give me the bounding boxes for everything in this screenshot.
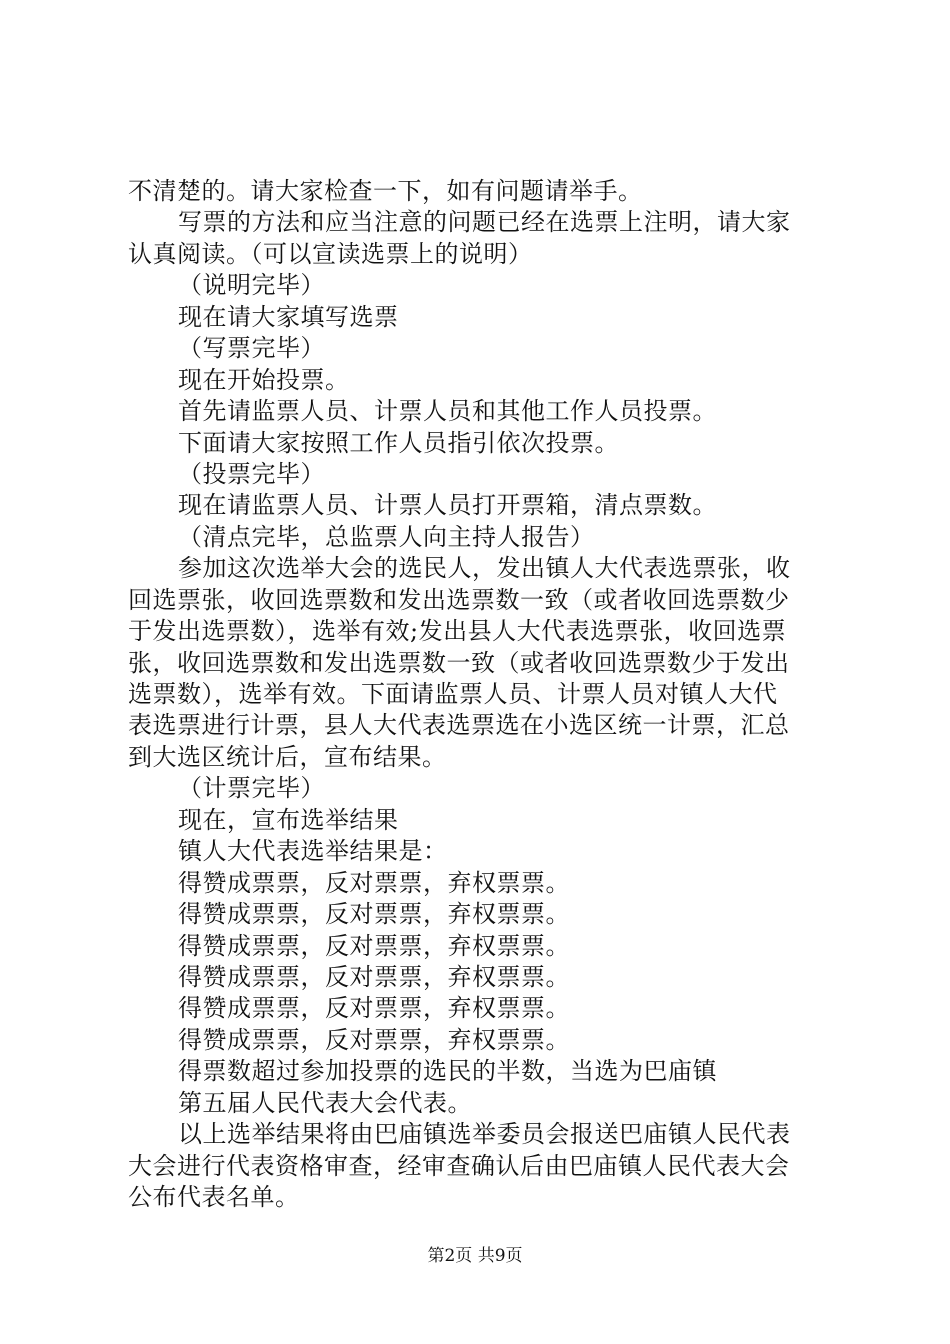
page-footer: 第2页 共9页 [427,1246,523,1266]
text-line: 回选票张，收回选票数和发出选票数一致（或者收回选票数少 [128,585,790,614]
text-line: 选票数），选举有效。下面请监票人员、计票人员对镇人大代 [128,680,778,708]
text-line: 第五届人民代表大会代表。 [178,1088,472,1117]
text-line: 现在，宣布选举结果 [178,805,399,834]
text-line: （计票完毕） [178,774,325,803]
text-line: 到大选区统计后，宣布结果。 [128,742,447,771]
text-line: 下面请大家按照工作人员指引依次投票。 [178,428,619,457]
text-line: 镇人大代表选举结果是： [178,837,448,866]
text-line: 表选票进行计票，县人大代表选票选在小选区统一计票，汇总 [128,711,790,740]
text-line: （投票完毕） [178,459,325,488]
text-line: 得赞成票票，反对票票，弃权票票。 [178,900,570,929]
text-line: 首先请监票人员、计票人员和其他工作人员投票。 [178,397,717,426]
text-line: 公布代表名单。 [128,1183,300,1211]
text-line: 现在请大家填写选票 [178,302,399,331]
text-line: 不清楚的。请大家检查一下，如有问题请举手。 [128,177,643,205]
text-line: 得票数超过参加投票的选民的半数，当选为巴庙镇 [178,1057,717,1086]
text-line: （清点完毕，总监票人向主持人报告） [178,522,595,551]
text-line: 得赞成票票，反对票票，弃权票票。 [178,931,570,960]
text-line: 得赞成票票，反对票票，弃权票票。 [178,1025,570,1054]
text-line: 现在开始投票。 [178,365,350,394]
text-line: 张，收回选票数和发出选票数一致（或者收回选票数少于发出 [128,648,790,677]
text-line: 得赞成票票，反对票票，弃权票票。 [178,962,570,991]
text-line: （说明完毕） [178,271,325,300]
text-line: 现在请监票人员、计票人员打开票箱，清点票数。 [178,491,717,520]
text-line: 写票的方法和应当注意的问题已经在选票上注明，请大家 [178,208,791,237]
text-line: 以上选举结果将由巴庙镇选举委员会报送巴庙镇人民代表 [178,1120,791,1149]
text-line: 得赞成票票，反对票票，弃权票票。 [178,868,570,897]
text-line: 大会进行代表资格审查，经审查确认后由巴庙镇人民代表大会 [128,1151,790,1180]
text-line: 于发出选票数），选举有效;发出县人大代表选票张，收回选票 [128,617,787,646]
text-line: （写票完毕） [178,334,325,363]
text-line: 参加这次选举大会的选民人，发出镇人大代表选票张，收 [178,554,791,583]
document-body [128,176,834,1213]
text-line: 得赞成票票，反对票票，弃权票票。 [178,994,570,1023]
text-line: 认真阅读。（可以宣读选票上的说明） [128,239,533,268]
